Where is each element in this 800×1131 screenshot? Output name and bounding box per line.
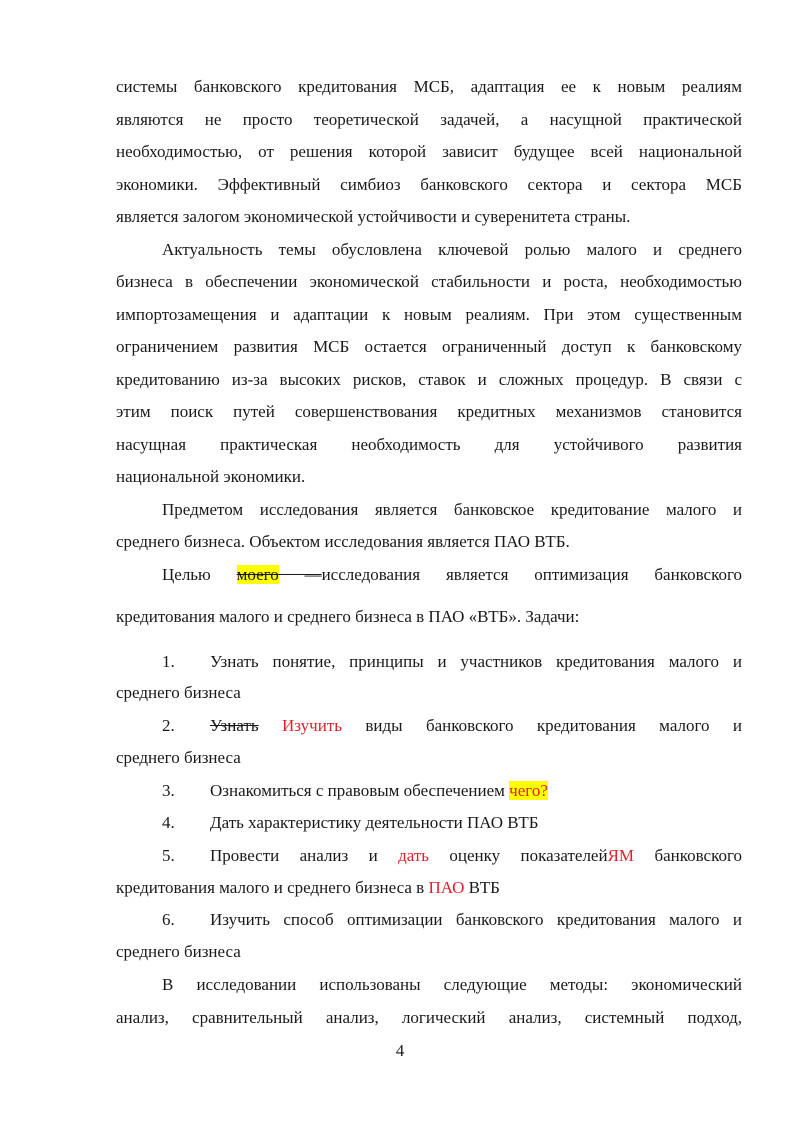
paragraph-line: национальной экономики. [116,467,306,486]
list-number: 1. [162,652,175,671]
paragraph-line: экономики. Эффективный симбиоз банковского сектора и сектора МСБ [116,175,742,194]
paragraph-line: ограничением развития МСБ остается ограниченный доступ к банковскому [116,337,742,356]
list-item [210,716,742,736]
inserted-word: Изучить [282,716,342,735]
paragraph-line: насущная практическая необходимость для устойчивого развития [116,435,742,454]
list-item-continuation: среднего бизнеса [116,748,241,767]
task-text: Провести анализ и [210,846,378,865]
list-number: 6. [162,910,175,929]
paragraph-line: бизнеса в обеспечении экономической стабильности и роста, необходимостью [116,272,742,291]
list-number: 2. [162,716,175,735]
list-item [210,846,742,866]
paragraph-line: Предметом исследования является банковское кредитование малого и [162,500,742,519]
task-text: оценку показателей [449,846,608,865]
paragraph-line: Актуальность темы обусловлена ключевой ролью малого и среднего [162,240,742,259]
goal-line [162,565,742,585]
comment-highlight: чего? [509,781,548,800]
list-item: Изучить способ оптимизации банковского кредитования малого и [210,910,742,929]
inserted-word: ЯМ [607,846,635,865]
paragraph-line: анализ, сравнительный анализ, логический анализ, системный подход, [116,1008,742,1027]
paragraph-line: является залогом экономической устойчивости и суверенитета страны. [116,207,631,226]
paragraph-line: необходимостью, от решения которой зависит будущее всей национальной [116,142,742,161]
paragraph-line: В исследовании использованы следующие методы: экономический [162,975,742,994]
task-text: кредитования малого и среднего бизнеса в [116,878,429,897]
task-text: ВТБ [464,878,500,897]
paragraph-line: импортозамещения и адаптации к новым реалиям. При этом существенным [116,305,742,324]
paragraph-line: системы банковского кредитования МСБ, адаптация ее к новым реалиям [116,77,742,96]
task-text: банковского [654,846,743,865]
list-item-continuation [116,878,742,898]
list-number: 3. [162,781,175,800]
list-item [210,781,742,801]
deleted-dash: — [278,565,322,584]
task-text: Ознакомиться с правовым обеспечением [210,781,510,800]
goal-rest: исследования является оптимизация банковского [321,565,743,584]
goal-start: Целью [162,565,211,584]
paragraph-line: являются не просто теоретической задачей, а насущной практической [116,110,742,129]
paragraph-line: кредитования малого и среднего бизнеса в ПАО «ВТБ». Задачи: [116,607,580,626]
list-item: Дать характеристику деятельности ПАО ВТБ [210,813,539,832]
list-number: 5. [162,846,175,865]
paragraph-line: среднего бизнеса. Объектом исследования является ПАО ВТБ. [116,532,570,551]
list-item: Узнать понятие, принципы и участников кредитования малого и [210,652,742,671]
inserted-word: ПАО [428,878,465,897]
deleted-word: Узнать [210,716,259,735]
list-item-continuation: среднего бизнеса [116,683,241,702]
list-item-continuation: среднего бизнеса [116,942,241,961]
paragraph-line: этим поиск путей совершенствования кредитных механизмов становится [116,402,742,421]
deleted-word-highlight: моего [236,565,279,584]
list-number: 4. [162,813,175,832]
paragraph-line: кредитованию из-за высоких рисков, ставок и сложных процедур. В связи с [116,370,742,389]
page-number: 4 [395,1041,405,1060]
task-text: виды банковского кредитования малого и [365,716,743,735]
inserted-word: дать [398,846,430,865]
